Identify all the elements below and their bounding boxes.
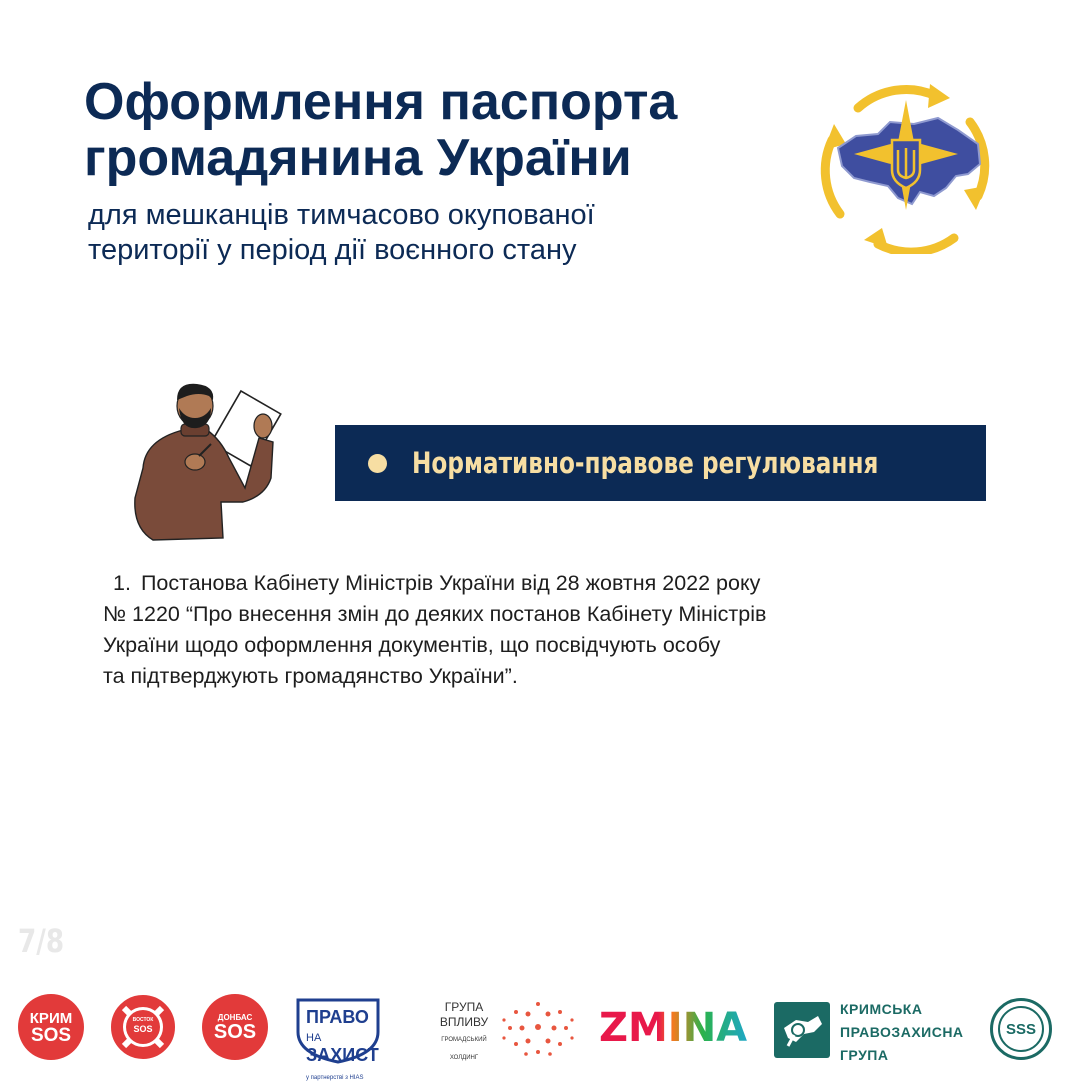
hrupa-line-4: ХОЛДИНГ [449,1055,479,1061]
khg-line-1: КРИМСЬКА [840,1001,923,1017]
sss-label: SSS [1005,1020,1036,1038]
pravo-note: у партнерстві з HIAS [306,1075,364,1081]
page-title [84,74,784,186]
regulation-line-4: та підтверджують громадянство України”. [103,664,518,688]
pravo-line-2: ЗАХИСТ [306,1045,379,1065]
migration-service-emblem-icon [818,78,994,254]
khg-line-3: ГРУПА [840,1047,889,1063]
donbas-sos-logo [202,994,268,1060]
man-with-document-illustration [125,378,285,558]
hrupa-line-2: ВПЛИВУ [439,1015,489,1029]
title-line-1: Оформлення паспорта [84,73,678,131]
regulation-line-1: Постанова Кабінету Міністрів України від 28 жовтня 2022 року [140,571,761,595]
subtitle-line-1: для мешканців тимчасово окупованої [88,199,595,231]
subtitle-line-2: території у період дії воєнного стану [88,234,577,266]
arrows-burst-icon [500,994,576,1060]
zmina-logo [599,998,747,1058]
vostok-sos-logo [110,994,176,1060]
krym-sos-line-1: КРИМ [29,1010,73,1027]
section-banner [335,425,986,501]
hrupa-vplyvu-logo [430,1000,580,1070]
regulation-line-2: № 1220 “Про внесення змін до деяких постанов Кабінету Міністрів [103,602,767,626]
zmina-label: ZMINA [599,1005,748,1051]
regulation-number: 1. [113,571,131,595]
pravo-line-1: ПРАВО [306,1007,369,1027]
regulation-line-3: України щодо оформлення документів, що посвідчують особу [103,633,721,657]
page-indicator: 7/8 [18,922,65,960]
hrupa-line-3: ГРОМАДСЬКИЙ [441,1037,487,1043]
vostok-sos-top: ВОСТОК [132,1017,154,1023]
pravo-na-zakhyst-logo [292,996,384,1081]
pravo-na: НА [306,1032,322,1044]
khg-logo [774,996,974,1066]
partner-logos [0,990,1080,1080]
krym-sos-line-2: SOS [30,1025,72,1046]
section-banner-label: Нормативно-правове регулювання [412,446,879,480]
donbas-sos-top: ДОНБАС [217,1013,253,1022]
regulation-item [103,568,943,692]
vostok-sos-bottom: SOS [133,1024,153,1034]
donbas-sos-bottom: SOS [213,1021,257,1043]
bullet-dot-icon [368,454,387,473]
title-line-2: громадянина України [84,129,632,187]
khg-map-icon [774,1002,830,1058]
khg-line-2: ПРАВОЗАХИСНА [840,1024,964,1040]
page-subtitle [88,198,748,268]
krym-sos-logo [18,994,84,1060]
hrupa-line-1: ГРУПА [444,1000,484,1014]
sss-logo [990,998,1052,1060]
